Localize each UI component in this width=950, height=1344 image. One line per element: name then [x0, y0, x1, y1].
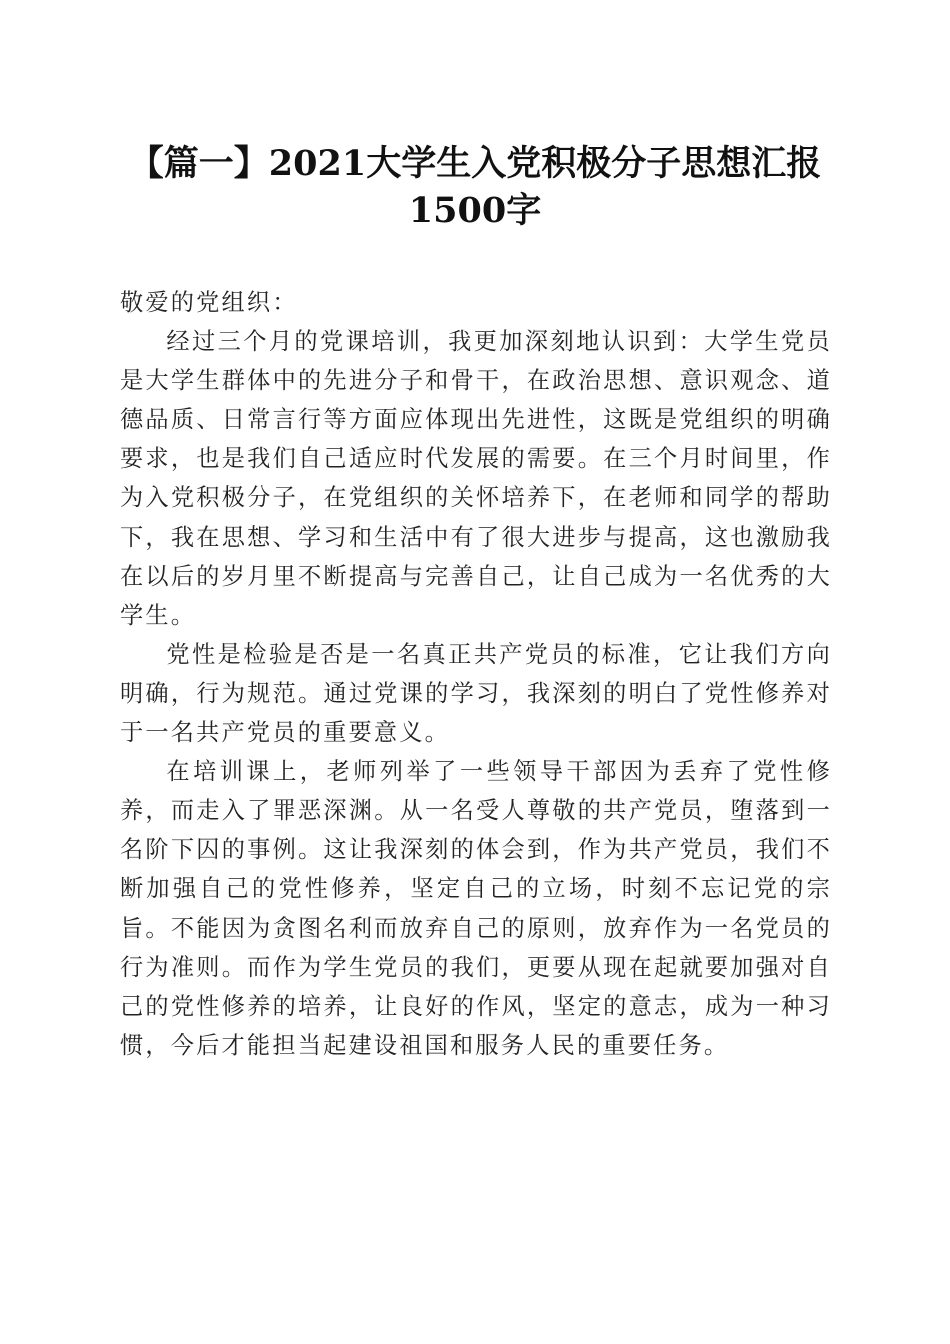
- title-line-2: 1500字: [408, 190, 542, 231]
- title-line-1: 【篇一】2021大学生入党积极分子思想汇报: [128, 143, 822, 184]
- paragraph-2: 党性是检验是否是一名真正共产党员的标准，它让我们方向明确，行为规范。通过党课的学习，我深刻的明白了党性修养对于一名共产党员的重要意义。: [120, 640, 832, 747]
- paragraph-3: 在培训课上，老师列举了一些领导干部因为丢弃了党性修养，而走入了罪恶深渊。从一名受人尊敬的共产党员，堕落到一名阶下囚的事例。这让我深刻的体会到，作为共产党员，我们不断加强自己的党性修养，坚定自己的立场，时刻不忘记党的宗旨。不能因为贪图名利而放弃自己的原则，放弃作为一名党员的行为准则。而作为学生党员的我们，更要从现在起就要加强对自己的党性修养的培养，让良好的作风，坚定的意志，成为一种习惯，今后才能担当起建设祖国和服务人民的重要任务。: [120, 758, 832, 1059]
- document-body: [120, 283, 832, 1065]
- document-title: [100, 140, 850, 234]
- salutation: 敬爱的党组织：: [120, 289, 298, 316]
- paragraph-1: 经过三个月的党课培训，我更加深刻地认识到：大学生党员是大学生群体中的先进分子和骨干，在政治思想、意识观念、道德品质、日常言行等方面应体现出先进性，这既是党组织的明确要求，也是我们自己适应时代发展的需要。在三个月时间里，作为入党积极分子，在党组织的关怀培养下，在老师和同学的帮助下，我在思想、学习和生活中有了很大进步与提高，这也激励我在以后的岁月里不断提高与完善自己，让自己成为一名优秀的大学生。: [120, 328, 832, 629]
